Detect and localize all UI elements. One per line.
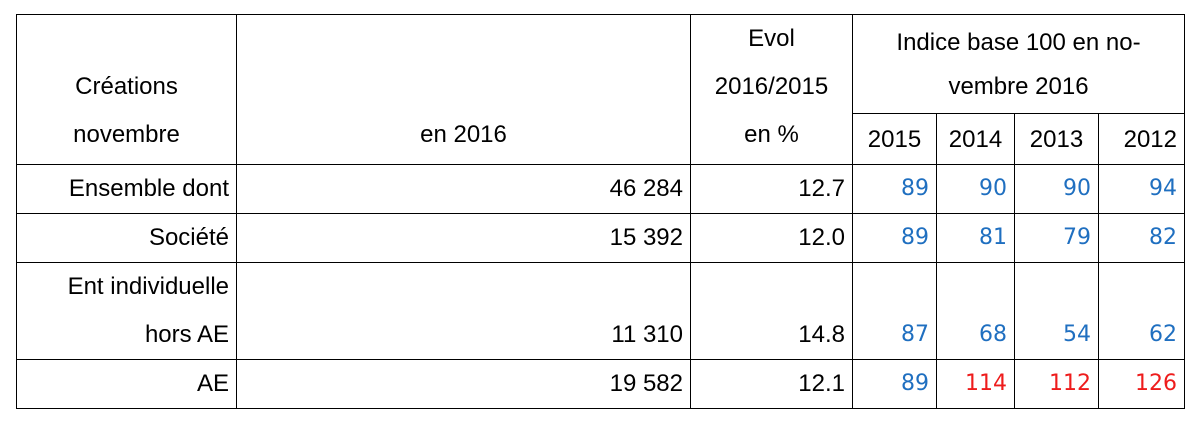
header-index-cell [853, 15, 1185, 114]
header-evol-cell [691, 15, 853, 165]
row-index-value: 90 [937, 165, 1015, 214]
header-year: 2013 [1015, 114, 1099, 165]
row-label-line2: hors AE [144, 321, 229, 348]
table-row [17, 214, 1185, 263]
row-index-value: 94 [1099, 165, 1185, 214]
header-label-line1: Créations [75, 73, 178, 100]
header-evol-line1: Evol [748, 25, 795, 52]
header-count: en 2016 [237, 15, 691, 165]
header-evol-line3: en % [744, 121, 799, 148]
header-index-line2: vembre 2016 [948, 73, 1089, 100]
row-evol: 14.8 [691, 263, 853, 360]
table-row [17, 263, 1185, 360]
row-index-value: 126 [1099, 360, 1185, 409]
row-index-value: 89 [853, 165, 937, 214]
row-label: Société [17, 214, 237, 263]
row-count: 19 582 [237, 360, 691, 409]
header-evol-line2: 2016/2015 [714, 73, 829, 100]
row-evol: 12.0 [691, 214, 853, 263]
row-index-value: 87 [853, 263, 937, 360]
row-count: 46 284 [237, 165, 691, 214]
header-year: 2012 [1099, 114, 1185, 165]
creations-table [16, 14, 1185, 409]
row-index-value: 112 [1015, 360, 1099, 409]
row-index-value: 81 [937, 214, 1015, 263]
row-index-value: 54 [1015, 263, 1099, 360]
table-row [17, 360, 1185, 409]
header-year: 2014 [937, 114, 1015, 165]
row-count: 15 392 [237, 214, 691, 263]
row-index-value: 90 [1015, 165, 1099, 214]
header-index-line1: Indice base 100 en no- [896, 29, 1141, 56]
header-year: 2015 [853, 114, 937, 165]
header-label-line2: novembre [73, 121, 180, 148]
row-index-value: 68 [937, 263, 1015, 360]
row-index-value: 89 [853, 360, 937, 409]
row-count: 11 310 [237, 263, 691, 360]
row-index-value: 114 [937, 360, 1015, 409]
row-index-value: 79 [1015, 214, 1099, 263]
row-index-value: 82 [1099, 214, 1185, 263]
table-row [17, 165, 1185, 214]
row-index-value: 89 [853, 214, 937, 263]
header-label-cell [17, 15, 237, 165]
row-label-line1: Ent individuelle [67, 273, 229, 300]
row-index-value: 62 [1099, 263, 1185, 360]
row-label: Ensemble dont [17, 165, 237, 214]
row-label-cell [17, 263, 237, 360]
row-label: AE [17, 360, 237, 409]
row-evol: 12.1 [691, 360, 853, 409]
row-evol: 12.7 [691, 165, 853, 214]
